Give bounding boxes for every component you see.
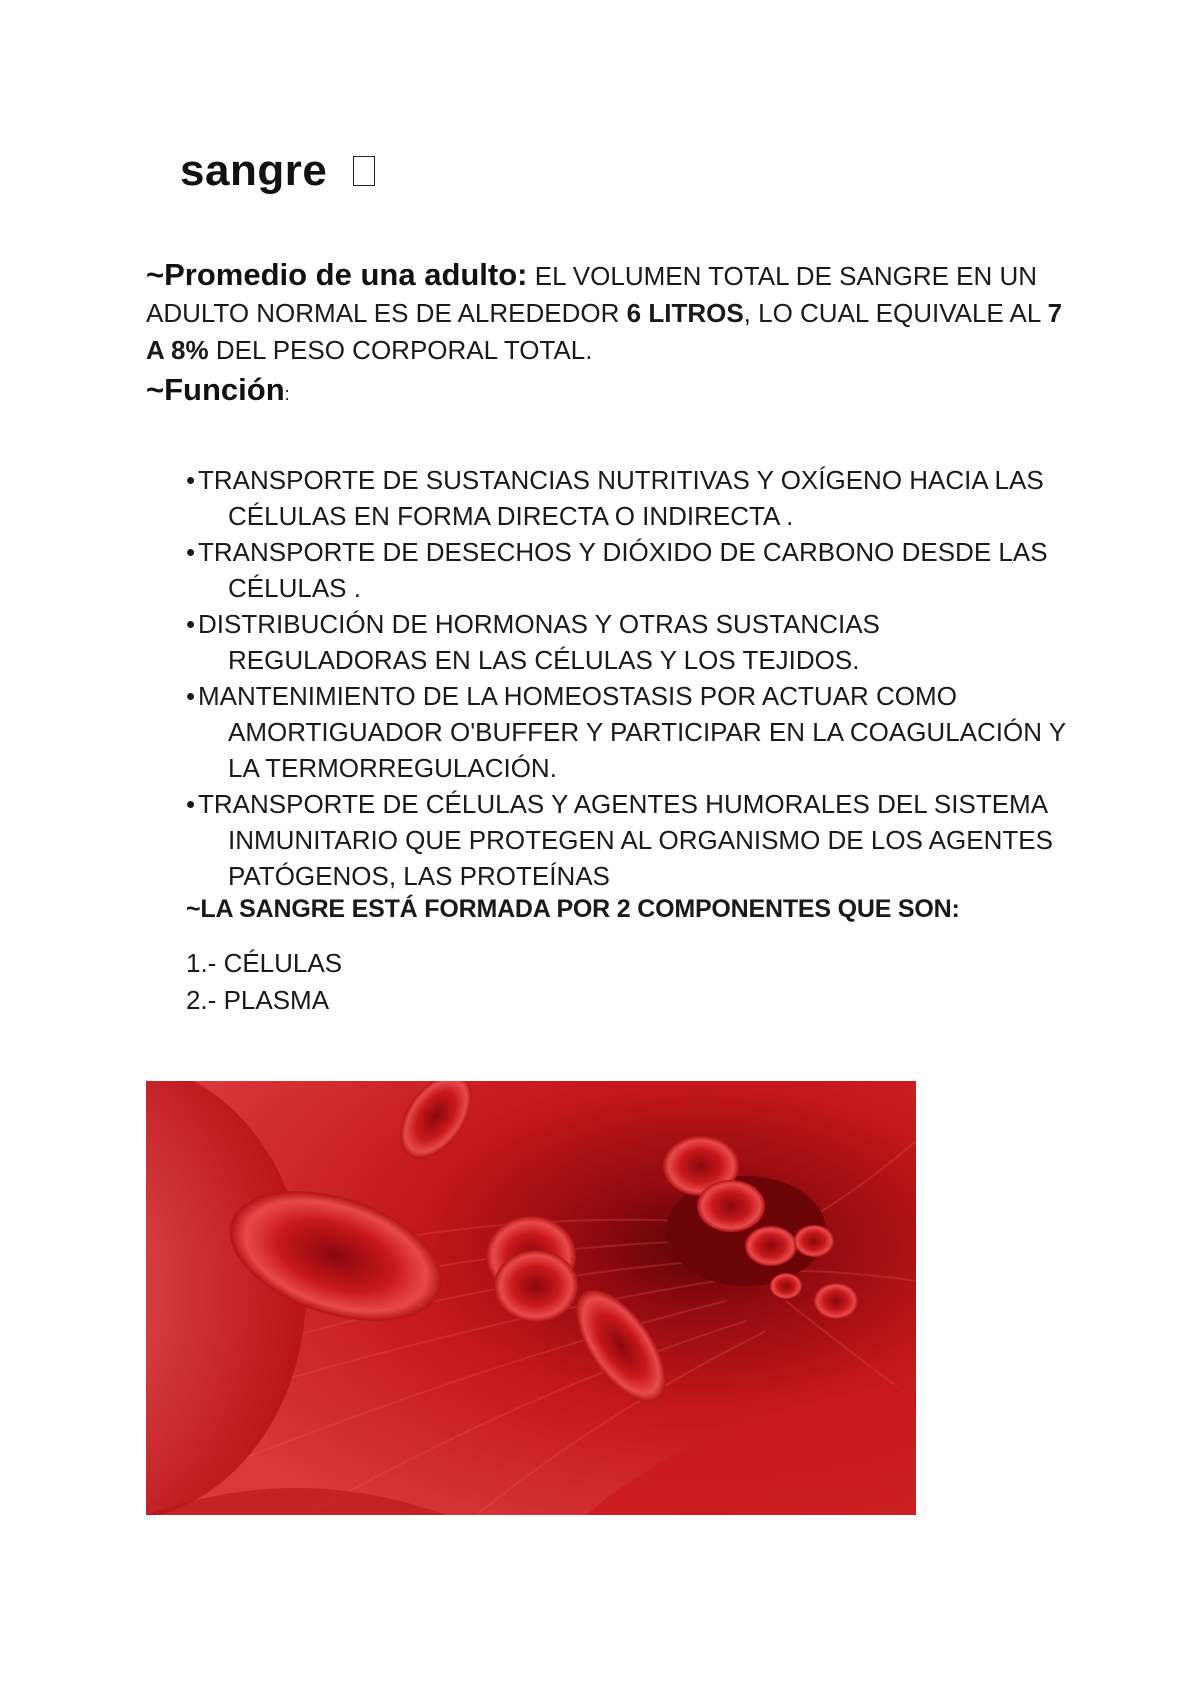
funcion-list [186, 462, 1086, 894]
bullet-icon: • [186, 537, 196, 567]
missing-glyph-box-icon [353, 156, 375, 186]
bullet-icon: • [186, 681, 196, 711]
list-item-text: TRANSPORTE DE CÉLULAS Y AGENTES HUMORALES DEL SISTEMA INMUNITARIO QUE PROTEGEN AL ORGANISMO DE LOS AGENTES PATÓGENOS, LAS PROTEÍNAS [198, 789, 1053, 891]
component-item-plasma: 2.- PLASMA [186, 985, 330, 1015]
intro-text-2: , LO CUAL EQUIVALE AL [743, 298, 1041, 328]
intro-bold-liters: 6 LITROS [626, 298, 744, 328]
blood-vessel-image [146, 1081, 916, 1515]
funcion-heading [146, 372, 290, 408]
bullet-icon: • [186, 789, 196, 819]
components-heading: ~LA SANGRE ESTÁ FORMADA POR 2 COMPONENTES QUE SON: [186, 895, 960, 923]
intro-text-3: DEL PESO CORPORAL TOTAL. [215, 335, 593, 365]
components-list [186, 945, 342, 1019]
list-item [186, 786, 1086, 894]
list-item-text: TRANSPORTE DE SUSTANCIAS NUTRITIVAS Y OXÍGENO HACIA LAS CÉLULAS EN FORMA DIRECTA O INDIRECTA . [198, 465, 1044, 531]
bullet-icon: • [186, 465, 196, 495]
funcion-colon: : [284, 384, 290, 404]
bullet-icon: • [186, 609, 196, 639]
title-text: sangre [180, 146, 328, 195]
list-item [186, 534, 1086, 606]
list-item-text: TRANSPORTE DE DESECHOS Y DIÓXIDO DE CARBONO DESDE LAS CÉLULAS . [198, 537, 1048, 603]
list-item [186, 606, 1086, 678]
intro-text-1: EL VOLUMEN TOTAL DE SANGRE EN UN ADULTO NORMAL ES DE ALREDEDOR [146, 261, 1038, 328]
blood-cells-illustration [146, 1081, 916, 1515]
list-item [186, 462, 1086, 534]
funcion-heading-text: ~Función [146, 372, 285, 407]
intro-bold-percent: 7 A 8% [146, 298, 1063, 365]
component-item-cells: 1.- CÉLULAS [186, 948, 343, 978]
list-item [186, 678, 1086, 786]
document-title [180, 146, 375, 196]
list-item-text: DISTRIBUCIÓN DE HORMONAS Y OTRAS SUSTANCIAS REGULADORAS EN LAS CÉLULAS Y LOS TEJIDOS. [198, 609, 880, 675]
intro-paragraph [146, 256, 1076, 369]
list-item-text: MANTENIMIENTO DE LA HOMEOSTASIS POR ACTUAR COMO AMORTIGUADOR O'BUFFER Y PARTICIPAR EN LA COAGULACIÓN Y LA TERMORREGULACIÓN. [198, 681, 1066, 783]
intro-heading: ~Promedio de una adulto: [146, 257, 528, 292]
